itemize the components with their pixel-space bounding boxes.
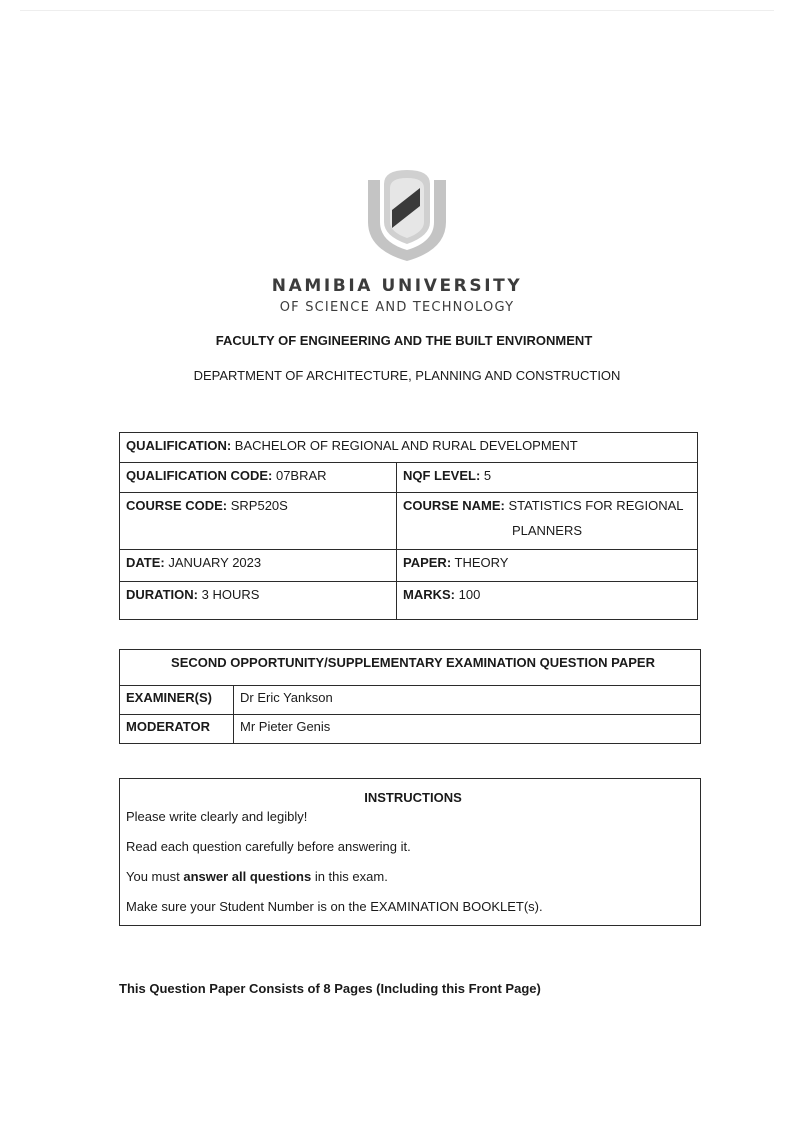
page-count-note: This Question Paper Consists of 8 Pages (Including this Front Page) — [119, 981, 541, 996]
qualification-code-value: 07BRAR — [272, 468, 327, 483]
nqf-level-label: NQF LEVEL: — [403, 468, 481, 483]
instruction-line-3-pre: You must — [126, 869, 184, 884]
qualification-code-cell — [120, 463, 397, 493]
moderator-label: MODERATOR — [120, 715, 234, 744]
instruction-line-3 — [126, 869, 700, 884]
exam-title-row — [120, 650, 701, 686]
qualification-label: QUALIFICATION: — [126, 438, 232, 453]
instructions-table — [119, 778, 701, 926]
course-name-value-line1: STATISTICS FOR REGIONAL — [504, 498, 684, 513]
department-name: DEPARTMENT OF ARCHITECTURE, PLANNING AND CONSTRUCTION — [193, 368, 621, 383]
course-name-value-line2: PLANNERS — [511, 523, 583, 538]
moderator-row — [120, 715, 701, 744]
instruction-line-3-bold: answer all questions — [183, 869, 312, 884]
instructions-body-row — [120, 808, 701, 926]
duration-cell — [120, 582, 397, 620]
paper-label: PAPER: — [403, 555, 452, 570]
duration-value: 3 HOURS — [197, 587, 260, 602]
course-code-cell — [120, 493, 397, 550]
instruction-line-3-post: in this exam. — [311, 869, 388, 884]
date-value: JANUARY 2023 — [164, 555, 262, 570]
scan-edge-line — [20, 10, 774, 11]
instruction-line-2: Read each question carefully before answering it. — [126, 839, 411, 854]
qualification-code-label: QUALIFICATION CODE: — [126, 468, 273, 483]
date-cell — [120, 550, 397, 582]
qualification-cell — [120, 433, 698, 463]
faculty-name: FACULTY OF ENGINEERING AND THE BUILT ENVIRONMENT — [215, 333, 593, 348]
examiner-value: Dr Eric Yankson — [234, 686, 701, 715]
date-label: DATE: — [126, 555, 165, 570]
university-subtitle: OF SCIENCE AND TECHNOLOGY — [279, 300, 515, 315]
paper-value: THEORY — [451, 555, 509, 570]
instructions-title-row — [120, 779, 701, 809]
marks-value: 100 — [455, 587, 481, 602]
course-name-label: COURSE NAME: — [403, 498, 505, 513]
course-name-cell — [397, 493, 698, 550]
instructions-title: INSTRUCTIONS — [120, 779, 701, 809]
course-row — [120, 493, 698, 550]
examiner-label: EXAMINER(S) — [120, 686, 234, 715]
qualification-value: BACHELOR OF REGIONAL AND RURAL DEVELOPMENT — [231, 438, 578, 453]
university-shield-logo-icon — [362, 166, 452, 262]
duration-label: DURATION: — [126, 587, 198, 602]
nqf-level-value: 5 — [480, 468, 492, 483]
instruction-line-4: Make sure your Student Number is on the EXAMINATION BOOKLET(s). — [126, 899, 543, 914]
course-info-table — [119, 432, 698, 620]
exam-title: SECOND OPPORTUNITY/SUPPLEMENTARY EXAMINATION QUESTION PAPER — [120, 650, 701, 686]
course-code-label: COURSE CODE: — [126, 498, 228, 513]
marks-label: MARKS: — [403, 587, 455, 602]
moderator-value: Mr Pieter Genis — [234, 715, 701, 744]
marks-cell — [397, 582, 698, 620]
course-code-value: SRP520S — [227, 498, 288, 513]
examination-table — [119, 649, 701, 744]
duration-row — [120, 582, 698, 620]
nqf-level-cell — [397, 463, 698, 493]
instruction-line-1: Please write clearly and legibly! — [126, 809, 308, 824]
instructions-body — [120, 808, 701, 926]
code-row — [120, 463, 698, 493]
examiner-row — [120, 686, 701, 715]
paper-cell — [397, 550, 698, 582]
qualification-row — [120, 433, 698, 463]
university-name: NAMIBIA UNIVERSITY — [271, 276, 523, 296]
date-row — [120, 550, 698, 582]
